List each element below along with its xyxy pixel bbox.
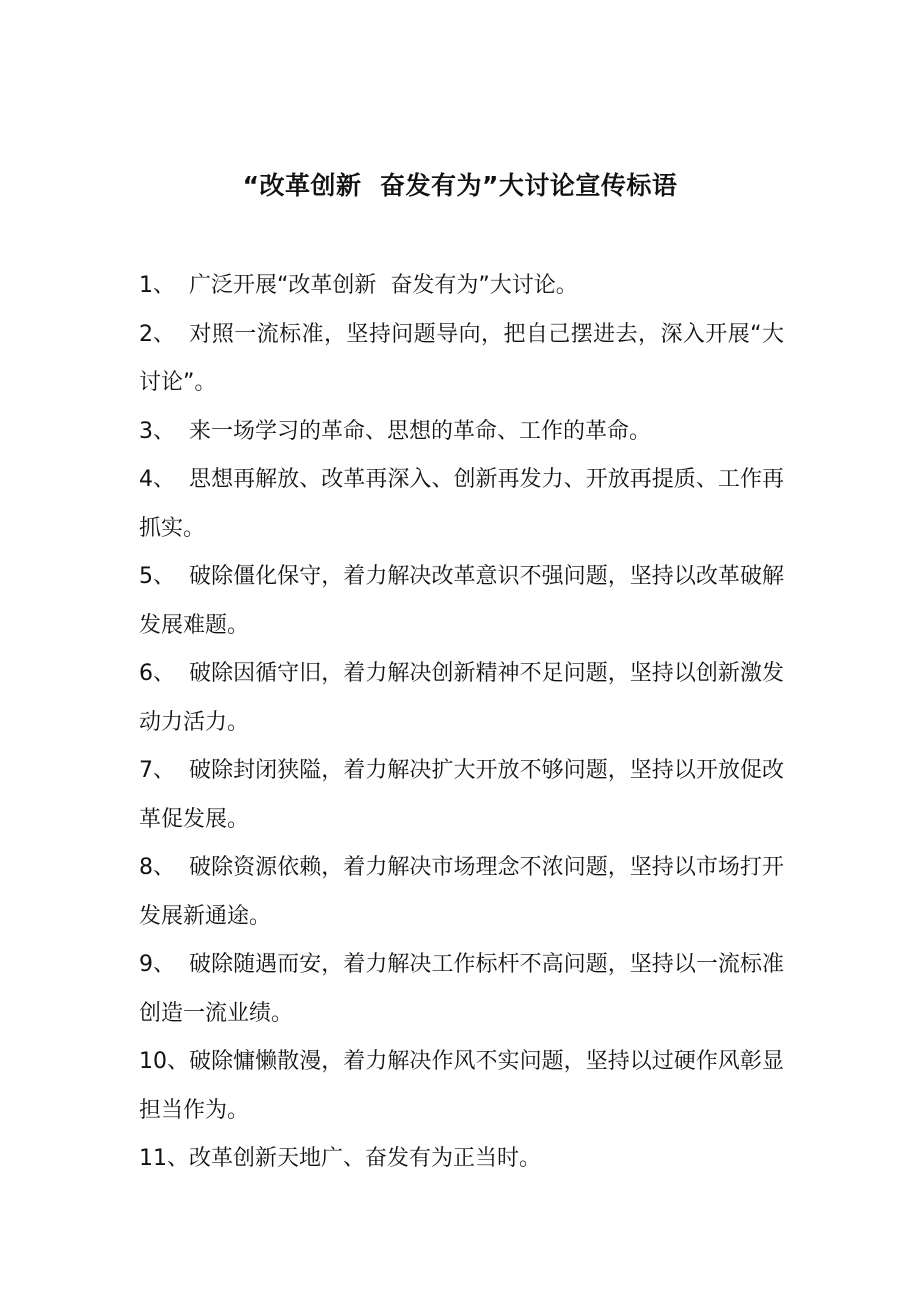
item-number: 6、 — [139, 661, 175, 686]
list-item — [139, 1135, 784, 1184]
item-text: 广泛开展“改革创新 奋发有为”大讨论。 — [189, 273, 578, 298]
slogan-list — [139, 262, 784, 1184]
item-number: 11、 — [139, 1146, 189, 1171]
list-item — [139, 553, 784, 650]
item-text: 来一场学习的革命、思想的革命、工作的革命。 — [189, 418, 652, 444]
list-item — [139, 262, 784, 311]
item-text: 破除因循守旧，着力解决创新精神不足问题，坚持以创新激发动力活力。 — [139, 661, 784, 735]
item-text: 破除资源依赖，着力解决市场理念不浓问题，坚持以市场打开发展新通途。 — [139, 855, 784, 929]
item-text: 破除僵化保守，着力解决改革意识不强问题，坚持以改革破解发展难题。 — [139, 564, 784, 638]
item-number: 3、 — [139, 418, 175, 444]
item-number: 8、 — [139, 855, 175, 880]
item-number: 2、 — [139, 321, 175, 347]
item-number: 5、 — [139, 564, 175, 589]
item-number: 7、 — [139, 758, 175, 783]
list-item — [139, 844, 784, 941]
list-item — [139, 311, 784, 408]
item-text: 思想再解放、改革再深入、创新再发力、开放再提质、工作再抓实。 — [139, 467, 784, 541]
item-number: 10、 — [139, 1049, 189, 1074]
item-text: 破除随遇而安，着力解决工作标杆不高问题，坚持以一流标准创造一流业绩。 — [139, 952, 784, 1026]
list-item — [139, 650, 784, 747]
item-text: 对照一流标准，坚持问题导向，把自己摆进去，深入开展“大讨论”。 — [139, 321, 784, 395]
item-number: 9、 — [139, 952, 175, 977]
list-item — [139, 941, 784, 1038]
list-item — [139, 456, 784, 553]
list-item — [139, 408, 784, 457]
list-item — [139, 1038, 784, 1135]
item-number: 1、 — [139, 273, 175, 298]
item-text: 破除封闭狭隘，着力解决扩大开放不够问题，坚持以开放促改革促发展。 — [139, 758, 784, 832]
item-number: 4、 — [139, 467, 175, 492]
item-text: 破除慵懒散漫，着力解决作风不实问题，坚持以过硬作风彰显担当作为。 — [139, 1049, 784, 1123]
document-title: “改革创新 奋发有为”大讨论宣传标语 — [242, 171, 678, 200]
item-text: 改革创新天地广、奋发有为正当时。 — [189, 1146, 542, 1171]
list-item — [139, 747, 784, 844]
